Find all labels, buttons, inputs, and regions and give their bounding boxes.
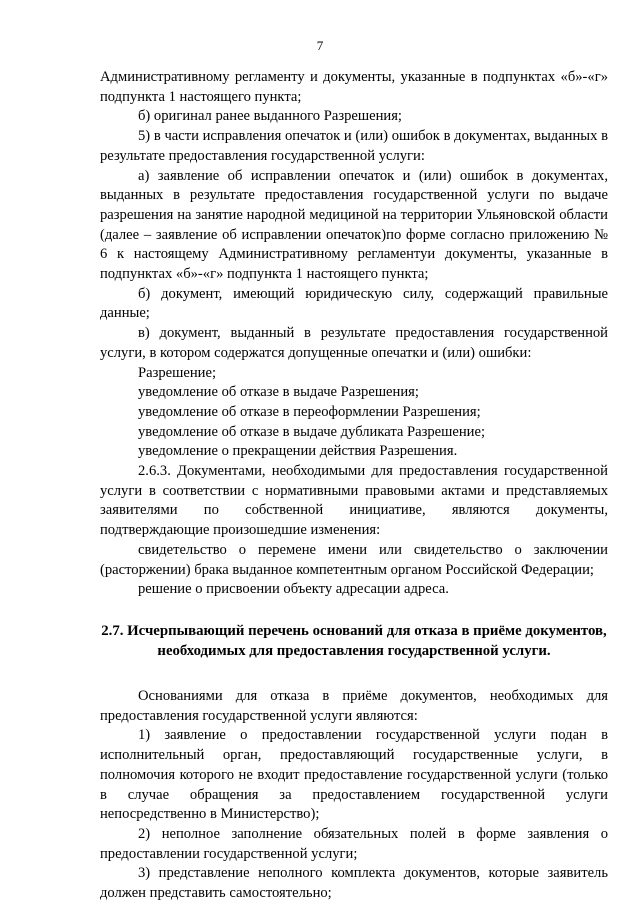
page-number: 7 xyxy=(316,38,324,53)
paragraph: 2.6.3. Документами, необходимыми для предоставления государственной услуги в соответствии с нормативными правовыми актами и представляемых заявителями по собственной инициативе, являются документы, подтверждающие произошедшие изменения: xyxy=(100,463,608,539)
list-item: уведомление об отказе в выдаче Разрешения; xyxy=(138,384,419,401)
paragraph: б) оригинал ранее выданного Разрешения; xyxy=(138,108,402,125)
list-item: уведомление об отказе в переоформлении Разрешения; xyxy=(138,403,481,420)
list-item: 1) заявление о предоставлении государственной услуги подан в исполнительный орган, предоставляющий государственные услуги, в полномочия которого не входит предоставление государственной услуги (только в случае обращения за предоставлением государственной услуги непосредственно в Министерство); xyxy=(100,727,608,823)
paragraph: Административному регламенту и документы, указанные в подпунктах «б»-«г» подпункта 1 настоящего пункта; xyxy=(100,69,608,105)
paragraph: в) документ, выданный в результате предоставления государственной услуги, в котором содержатся допущенные опечатки и (или) ошибки: xyxy=(100,325,608,361)
list-item: 2) неполное заполнение обязательных полей в форме заявления о предоставлении государственной услуги; xyxy=(100,825,608,862)
list-item: 3) представление неполного комплекта документов, которые заявитель должен представить самостоятельно; xyxy=(100,865,608,902)
list-item: уведомление об отказе в выдаче дубликата Разрешение; xyxy=(138,423,486,440)
section-heading: 2.7. Исчерпывающий перечень оснований для отказа в приёме документов, необходимых для предоставления государственной услуги. xyxy=(101,622,607,659)
document-body xyxy=(100,68,608,904)
paragraph: а) заявление об исправлении опечаток и (или) ошибок в документах, выданных в результате предоставления государственной услуги по выдаче разрешения на занятие народной медициной на территории Ульяновской области (далее – заявление об исправлении опечаток)по форме согласно приложению № 6 к настоящему Административному регламентуи документы, указанные в подпунктах «б»-«г» подпункта 1 настоящего пункта; xyxy=(100,167,608,283)
paragraph: 5) в части исправления опечаток и (или) ошибок в документах, выданных в результате предоставления государственной услуги: xyxy=(100,128,608,164)
list-item: уведомление о прекращении действия Разрешения. xyxy=(138,443,458,460)
list-item: Разрешение; xyxy=(138,364,216,381)
paragraph: свидетельство о перемене имени или свидетельство о заключении (расторжении) брака выданное компетентным органом Российской Федерации; xyxy=(100,541,608,578)
paragraph: Основаниями для отказа в приёме документов, необходимых для предоставления государственной услуги являются: xyxy=(100,687,608,724)
paragraph: решение о присвоении объекту адресации адреса. xyxy=(138,581,449,598)
paragraph: б) документ, имеющий юридическую силу, содержащий правильные данные; xyxy=(100,285,608,322)
